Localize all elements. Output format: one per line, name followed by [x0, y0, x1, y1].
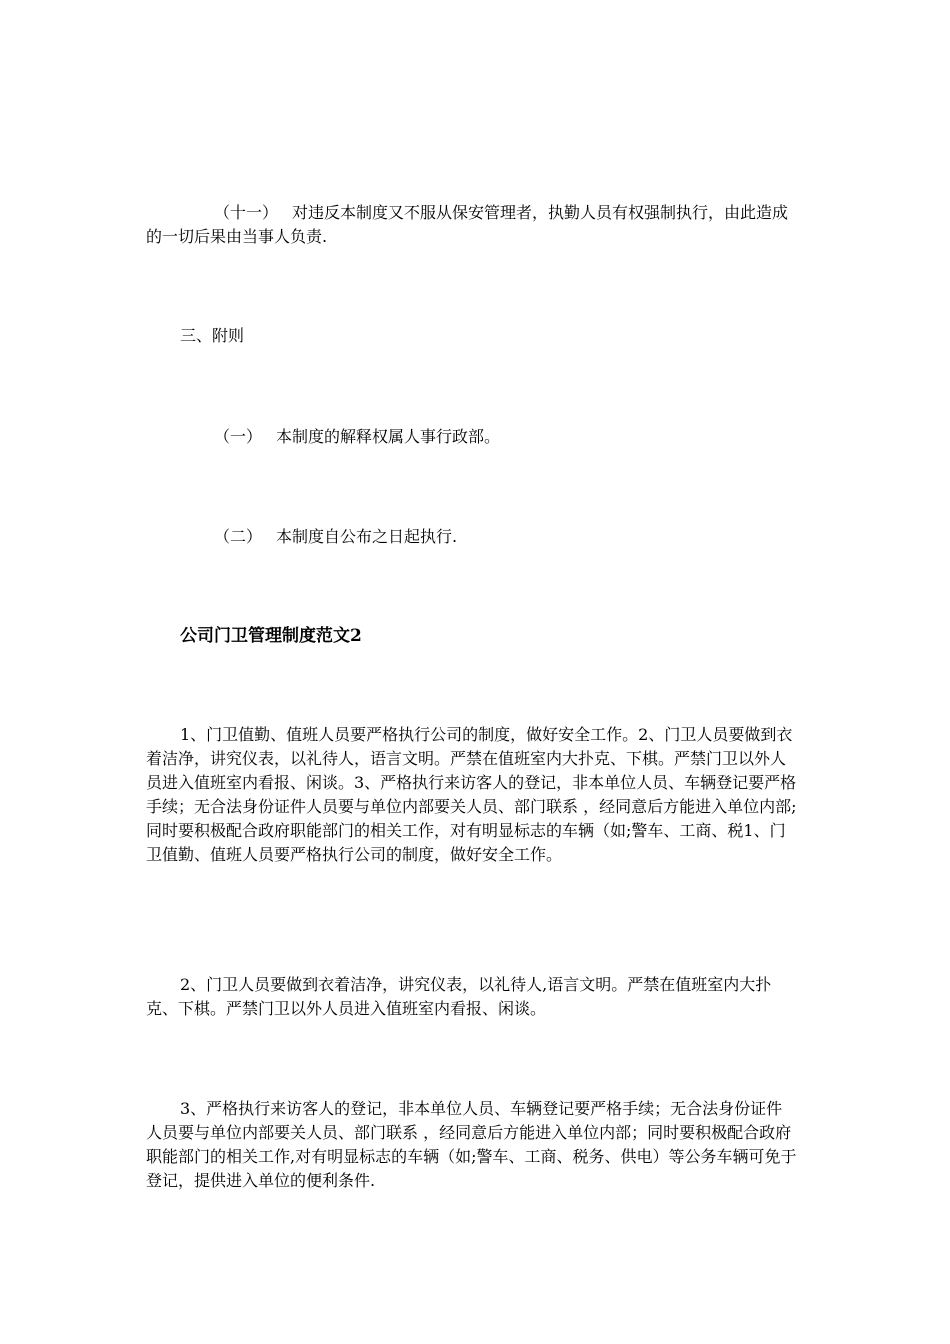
clause-11-paragraph	[146, 201, 798, 249]
clause-number: （十一）	[214, 203, 279, 222]
item-number: （二）	[214, 527, 263, 546]
item-text: 本制度自公布之日起执行.	[276, 527, 458, 546]
body-paragraph-2: 2、门卫人员要做到衣着洁净，讲究仪表，以礼待人,语言文明。严禁在值班室内大扑克、下棋。严禁门卫以外人员进入值班室内看报、闲谈。	[146, 975, 772, 1018]
section-heading: 公司门卫管理制度范文2	[180, 626, 362, 646]
body-paragraph-3: 3、严格执行来访客人的登记，非本单位人员、车辆登记要严格手续；无合法身份证件人员要与单位内部要关人员、部门联系 ，经同意后方能进入单位内部；同时要积极配合政府职能部门的相关工作,对有明显标志的车辆（如;警车、工商、税务、供电）等公务车辆可免于登记，提供进入单位的便利条件.	[146, 1099, 797, 1190]
appendix-item-2	[146, 525, 798, 549]
body-paragraph-1: 1、门卫值勤、值班人员要严格执行公司的制度，做好安全工作。2、门卫人员要做到衣着洁净，讲究仪表，以礼待人，语言文明。严禁在值班室内大扑克、下棋。严禁门卫以外人员进入值班室内看报、闲谈。3、严格执行来访客人的登记，非本单位人员、车辆登记要严格手续；无合法身份证件人员要与单位内部要关人员、部门联系 ，经同意后方能进入单位内部;同时要积极配合政府职能部门的相关工作，对有明显标志的车辆（如;警车、工商、税1、门卫值勤、值班人员要严格执行公司的制度，做好安全工作。	[146, 725, 797, 864]
item-number: （一）	[214, 427, 263, 446]
section-title-appendix: 三、附则	[180, 326, 245, 345]
appendix-item-1	[146, 425, 798, 449]
item-text: 本制度的解释权属人事行政部。	[276, 427, 501, 446]
clause-text: 对违反本制度又不服从保安管理者，执勤人员有权强制执行，由此造成的一切后果由当事人负责.	[146, 203, 789, 246]
